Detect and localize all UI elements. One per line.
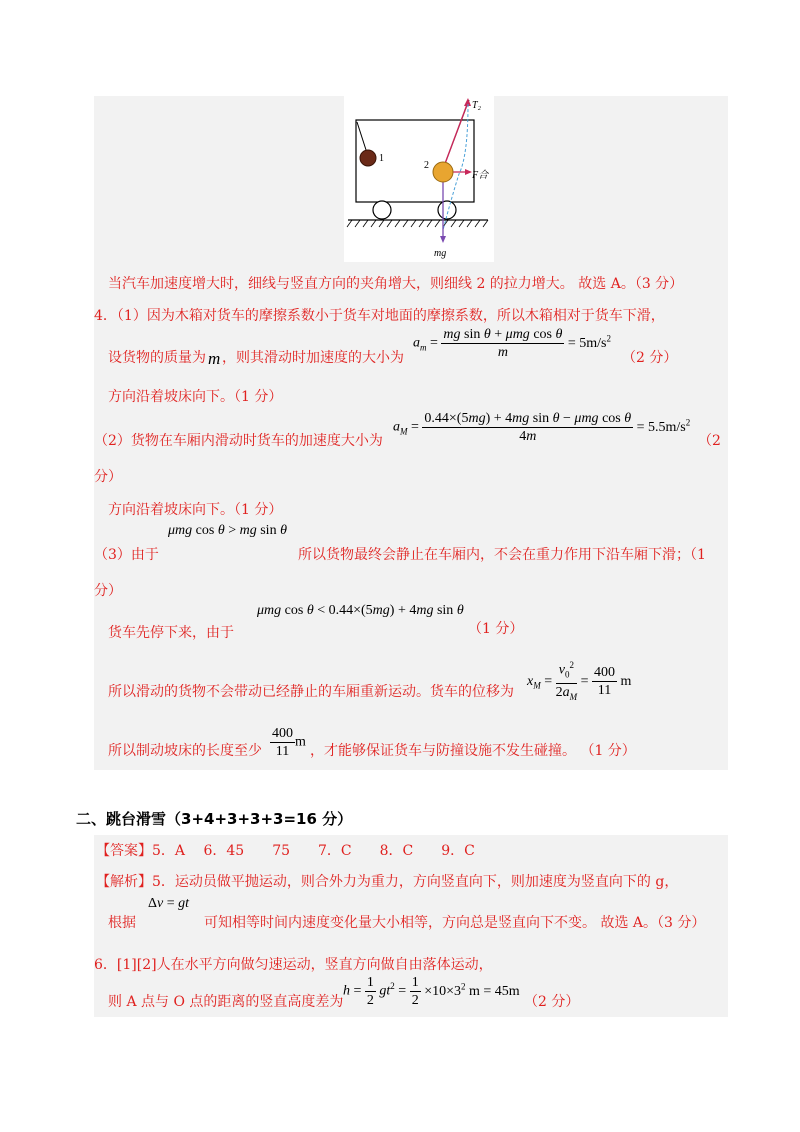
text-q4-2: （2）货物在车厢内滑动时货车的加速度大小为: [94, 433, 383, 449]
formula-dv: Δv = gt: [148, 896, 190, 911]
text-q4-1c: 方向沿着坡床向下。（1 分）: [108, 389, 283, 405]
text-q4-3b-score: （1 分）: [468, 621, 524, 637]
analysis-tag: 【解析】: [96, 874, 152, 890]
basis-pre: 根据: [108, 915, 136, 931]
text-q4-3c: 所以滑动的货物不会带动已经静止的车厢重新运动。货车的位移为: [108, 684, 514, 700]
text-mass-symbol: m: [208, 349, 221, 368]
answer-text: 5．A 6．45 75 7．C 8．C 9．C: [152, 843, 475, 859]
label-t2: T₂: [472, 100, 482, 111]
label-ball-1: 1: [379, 153, 384, 164]
text-q4-3-cont: 分）: [94, 583, 122, 599]
formula-am: $a_m$ = $\frac{\text{mg sin θ + μmg cos θ}}{m}$ = $5m/s^2$: [413, 327, 611, 360]
label-mg: mg: [434, 248, 447, 259]
formula-condition-1: μmg cos θ > mg sin θ: [168, 523, 287, 538]
text-q4-2b: 方向沿着坡床向下。（1 分）: [108, 502, 283, 518]
text-q4-3d-post: ，才能够保证货车与防撞设施不发生碰撞。 （1 分）: [310, 743, 636, 759]
section-heading: 二、跳台滑雪（3+4+3+3+3=16 分）: [76, 810, 353, 828]
text-q4-1b-pre: 设货物的质量为: [108, 350, 206, 366]
force-diagram: [344, 96, 494, 262]
label-ball-2: 2: [424, 160, 429, 171]
formula-length: $\frac{400}{11}$ m: [272, 726, 306, 759]
formula-condition-2: μmg cos θ < 0.44×(5mg) + 4mg sin θ: [257, 603, 464, 618]
text-q4-3-pre: （3）由于: [94, 547, 159, 563]
text-line-1: 当汽车加速度增大时，细线与竖直方向的夹角增大，则细线 2 的拉力增大。 故选 A。（3 分）: [108, 276, 684, 292]
formula-height: h = $\frac{1}{2}$ $gt^2$ = $\frac{1}{2}$ $\times 10\times 3^2$ m = 45m: [343, 975, 520, 1008]
ball-2: [433, 162, 453, 182]
text-q6: 6．[1][2]人在水平方向做匀速运动，竖直方向做自由落体运动，: [94, 957, 493, 973]
answer-tag: 【答案】: [96, 843, 152, 859]
cart-wheel-left: [373, 201, 391, 219]
text-q4-2-score: （2: [698, 433, 721, 449]
formula-displacement: $x_M$ = $\frac{v_0^2}{2a_M}$ = $\frac{400}{11}$ m: [527, 657, 631, 706]
text-q6b-score: （2 分）: [524, 994, 580, 1010]
text-q4-3d-pre: 所以制动坡床的长度至少: [108, 743, 262, 759]
text-q4-1b-score: （2 分）: [622, 350, 678, 366]
label-fc: F合: [472, 170, 489, 181]
formula-aM: $a_M$ = $\frac{\text{0.44×(5mg) + 4mg sin θ − μmg cos θ}}{4m}$ = $5.5m/s^2$: [393, 411, 691, 444]
ball-1: [360, 150, 376, 166]
text-q4-3b-pre: 货车先停下来，由于: [108, 625, 234, 641]
text-q4-3-mid: 所以货物最终会静止在车厢内，不会在重力作用下沿车厢下滑；（1: [298, 547, 706, 563]
text-q6b-pre: 则 A 点与 O 点的距离的竖直高度差为: [108, 994, 344, 1010]
text-q4-1: 4．（1）因为木箱对货车的摩擦系数小于货车对地面的摩擦系数，所以木箱相对于货车下滑，: [94, 308, 665, 324]
text-q4-1b-mid: ，则其滑动时加速度的大小为: [222, 350, 404, 366]
analysis-q5: 5．运动员做平抛运动，则合外力为重力，方向竖直向下，则加速度为竖直向下的 g，: [152, 874, 679, 890]
basis-post: 可知相等时间内速度变化量大小相等，方向总是竖直向下不变。 故选 A。（3 分）: [204, 915, 706, 931]
text-q4-2-cont: 分）: [94, 469, 122, 485]
